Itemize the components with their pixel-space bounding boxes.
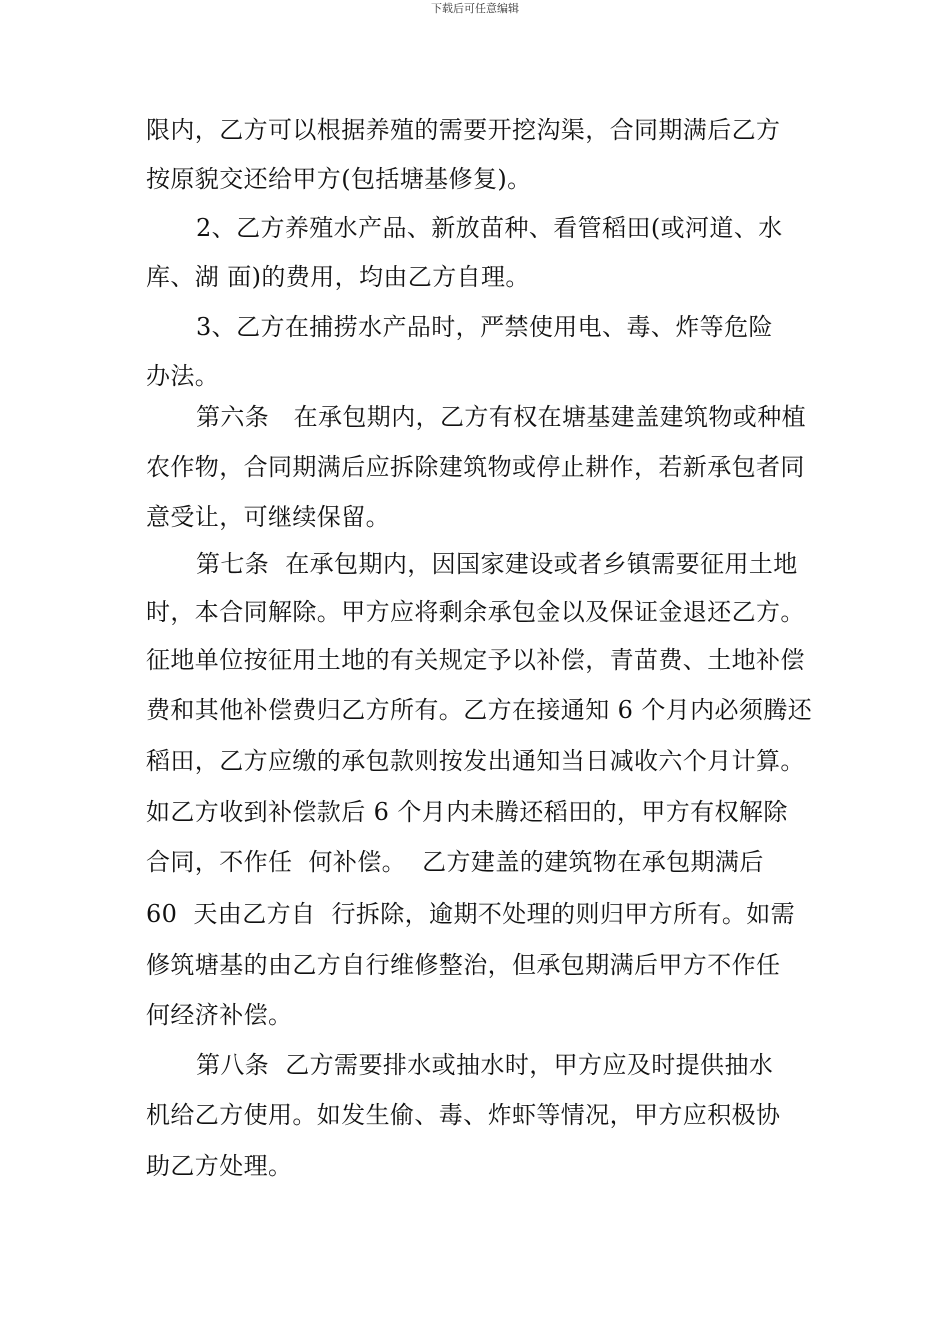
text-line: 意受让，可继续保留。 — [146, 503, 390, 531]
text-line: 如乙方收到补偿款后 6 个月内未腾还稻田的，甲方有权解除 — [146, 798, 788, 826]
text-line: 第七条 在承包期内，因国家建设或者乡镇需要征用土地 — [196, 550, 798, 578]
text-line: 办法。 — [146, 362, 220, 390]
text-line: 3、乙方在捕捞水产品时，严禁使用电、毒、炸等危险 — [196, 313, 773, 341]
text-line: 费和其他补偿费归乙方所有。乙方在接通知 6 个月内必须腾还 — [146, 696, 813, 724]
text-line: 60 天由乙方自 行拆除，逾期不处理的则归甲方所有。如需 — [146, 900, 796, 928]
text-line: 稻田，乙方应缴的承包款则按发出通知当日减收六个月计算。 — [146, 747, 805, 775]
text-line: 第八条 乙方需要排水或抽水时，甲方应及时提供抽水 — [196, 1051, 774, 1079]
text-line: 限内，乙方可以根据养殖的需要开挖沟渠，合同期满后乙方 — [146, 116, 781, 144]
text-line: 合同，不作任 何补偿。 乙方建盖的建筑物在承包期满后 — [146, 848, 764, 876]
text-line: 2、乙方养殖水产品、新放苗种、看管稻田(或河道、水 — [196, 214, 783, 242]
text-line: 助乙方处理。 — [146, 1152, 293, 1180]
page-header: 下载后可任意编辑 — [431, 2, 519, 15]
text-line: 按原貌交还给甲方(包括塘基修复)。 — [146, 165, 532, 193]
text-line: 时，本合同解除。甲方应将剩余承包金以及保证金退还乙方。 — [146, 598, 805, 626]
text-line: 机给乙方使用。如发生偷、毒、炸虾等情况，甲方应积极协 — [146, 1101, 781, 1129]
text-line: 第六条 在承包期内，乙方有权在塘基建盖建筑物或种植 — [196, 403, 806, 431]
text-line: 何经济补偿。 — [146, 1001, 293, 1029]
text-line: 库、湖 面)的费用，均由乙方自理。 — [146, 263, 530, 291]
text-line: 征地单位按征用土地的有关规定予以补偿，青苗费、土地补偿 — [146, 646, 805, 674]
text-line: 农作物，合同期满后应拆除建筑物或停止耕作，若新承包者同 — [146, 453, 805, 481]
text-line: 修筑塘基的由乙方自行维修整治，但承包期满后甲方不作任 — [146, 951, 781, 979]
